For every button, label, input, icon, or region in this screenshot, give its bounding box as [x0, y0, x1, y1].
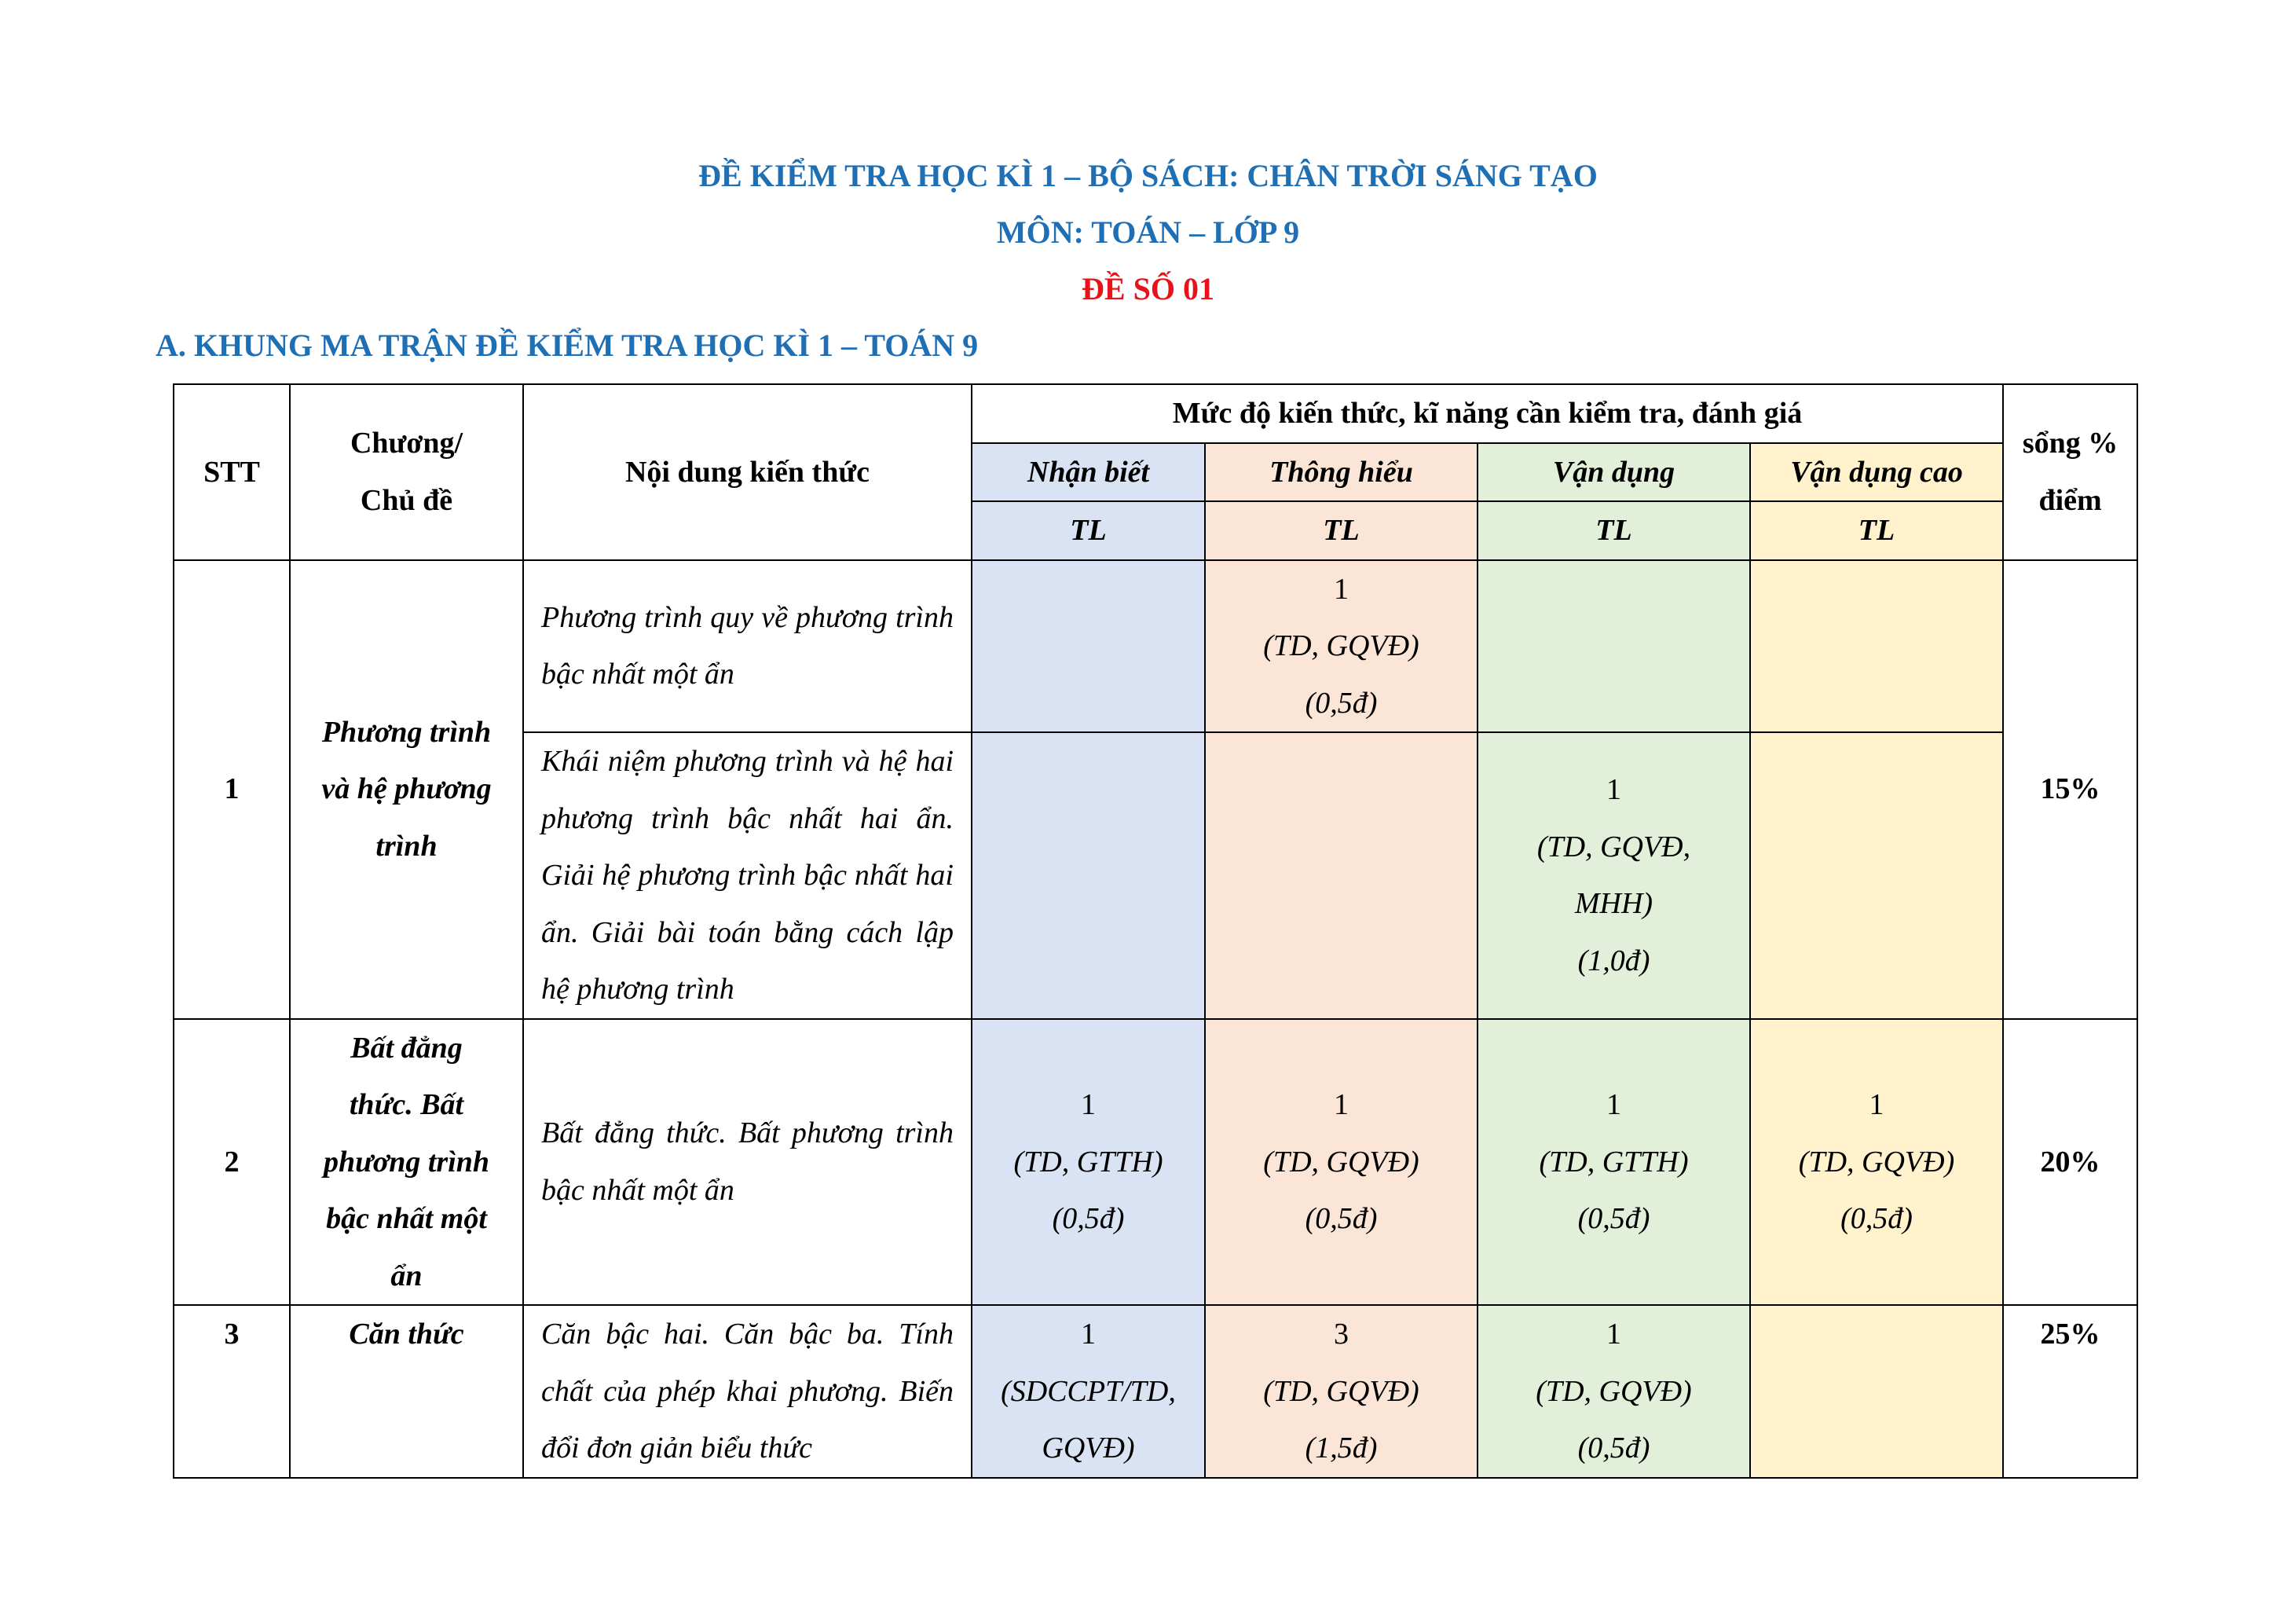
- cell-competency: (TD, GQVĐ): [1263, 1374, 1419, 1408]
- header-total: [2003, 384, 2137, 560]
- header-stt: STT: [174, 384, 290, 560]
- topic-line: phương trình: [323, 1145, 490, 1179]
- row-1b-van-dung: [1478, 732, 1750, 1019]
- row-3-stt: 3: [174, 1305, 290, 1478]
- matrix-table: [173, 383, 2138, 1479]
- row-3-van-dung-cao: [1750, 1305, 2003, 1478]
- row-1-stt: 1: [174, 560, 290, 1019]
- header-tl: TL: [1478, 501, 1750, 560]
- cell-competency: (TD, GQVĐ): [1798, 1145, 1955, 1179]
- topic-line: thức. Bất: [349, 1088, 464, 1121]
- cell-count: 1: [1606, 1088, 1621, 1121]
- cell-score: (0,5đ): [1052, 1202, 1125, 1235]
- topic-line: Phương trình: [321, 715, 492, 749]
- topic-line: Bất đẳng: [350, 1031, 463, 1065]
- header-nhan-biet: Nhận biết: [972, 443, 1205, 502]
- row-2-stt: 2: [174, 1019, 290, 1306]
- header-total-line2: điểm: [2038, 483, 2102, 517]
- header-van-dung-cao: Vận dụng cao: [1750, 443, 2003, 502]
- cell-count: 1: [1081, 1318, 1096, 1351]
- row-2-van-dung-cao: [1750, 1019, 2003, 1306]
- row-3-content: Căn bậc hai. Căn bậc ba. Tính chất của phép khai phương. Biến đổi đơn giản biểu thức: [523, 1305, 972, 1478]
- header-tl: TL: [972, 501, 1205, 560]
- cell-count: 1: [1606, 773, 1621, 807]
- header-chapter: [290, 384, 523, 560]
- row-2-topic: [290, 1019, 523, 1306]
- row-3-thong-hieu: [1205, 1305, 1478, 1478]
- row-2-van-dung: [1478, 1019, 1750, 1306]
- header-tl: TL: [1750, 501, 2003, 560]
- cell-score: (0,5đ): [1305, 1202, 1378, 1235]
- topic-line: Căn thức: [349, 1318, 464, 1351]
- row-3-topic: [290, 1305, 523, 1478]
- cell-score: (0,5đ): [1577, 1202, 1650, 1235]
- cell-score: (1,0đ): [1577, 944, 1650, 977]
- cell-count: 1: [1334, 572, 1349, 606]
- header-van-dung: Vận dụng: [1478, 443, 1750, 502]
- cell-competency: (TD, GTTH): [1013, 1145, 1163, 1179]
- row-1a-content: Phương trình quy về phương trình bậc nhất một ẩn: [523, 560, 972, 733]
- header-chapter-line1: Chương/: [350, 427, 463, 460]
- cell-competency: MHH): [1574, 887, 1653, 921]
- cell-competency: (TD, GTTH): [1539, 1145, 1689, 1179]
- cell-competency: (TD, GQVĐ,: [1536, 830, 1691, 863]
- row-1b-thong-hieu: [1205, 732, 1478, 1019]
- cell-competency: GQVĐ): [1042, 1432, 1135, 1465]
- topic-line: bậc nhất một: [326, 1202, 487, 1235]
- cell-score: (0,5đ): [1577, 1432, 1650, 1465]
- row-1-percent: 15%: [2003, 560, 2137, 1019]
- exam-number: ĐỀ SỐ 01: [1082, 271, 1214, 306]
- topic-line: trình: [375, 829, 438, 863]
- cell-count: 3: [1334, 1318, 1349, 1351]
- topic-line: ẩn: [390, 1259, 423, 1292]
- topic-line: và hệ phương: [321, 772, 492, 806]
- row-1a-van-dung: [1478, 560, 1750, 733]
- subject-line: MÔN: TOÁN – LỚP 9: [996, 214, 1300, 250]
- row-1-topic: [290, 560, 523, 1019]
- document-title: ĐỀ KIỂM TRA HỌC KÌ 1 – BỘ SÁCH: CHÂN TRỜI SÁNG TẠO: [698, 158, 1598, 193]
- row-3-nhan-biet: [972, 1305, 1205, 1478]
- row-3-van-dung: [1478, 1305, 1750, 1478]
- header-content: Nội dung kiến thức: [523, 384, 972, 560]
- cell-score: (1,5đ): [1305, 1432, 1378, 1465]
- row-1a-nhan-biet: [972, 560, 1205, 733]
- cell-score: (0,5đ): [1840, 1202, 1913, 1235]
- cell-competency: (TD, GQVĐ): [1263, 1145, 1419, 1179]
- header-chapter-line2: Chủ đề: [360, 483, 453, 517]
- row-1b-van-dung-cao: [1750, 732, 2003, 1019]
- cell-count: 1: [1334, 1088, 1349, 1121]
- row-3-percent: 25%: [2003, 1305, 2137, 1478]
- row-1b-nhan-biet: [972, 732, 1205, 1019]
- row-2-thong-hieu: [1205, 1019, 1478, 1306]
- section-title: A. KHUNG MA TRẬN ĐỀ KIỂM TRA HỌC KÌ 1 – TOÁN 9: [156, 328, 979, 363]
- header-thong-hieu: Thông hiểu: [1205, 443, 1478, 502]
- cell-count: 1: [1869, 1088, 1884, 1121]
- row-1a-thong-hieu: [1205, 560, 1478, 733]
- row-2-percent: 20%: [2003, 1019, 2137, 1306]
- header-tl: TL: [1205, 501, 1478, 560]
- row-1a-van-dung-cao: [1750, 560, 2003, 733]
- cell-competency: (TD, GQVĐ): [1263, 629, 1419, 662]
- cell-count: 1: [1081, 1088, 1096, 1121]
- cell-competency: (SDCCPT/TD,: [1001, 1374, 1176, 1408]
- row-2-nhan-biet: [972, 1019, 1205, 1306]
- cell-score: (0,5đ): [1305, 686, 1378, 720]
- header-total-line1: sổng %: [2022, 427, 2118, 460]
- cell-count: 1: [1606, 1318, 1621, 1351]
- cell-competency: (TD, GQVĐ): [1536, 1374, 1692, 1408]
- row-2-content: Bất đẳng thức. Bất phương trình bậc nhất một ẩn: [523, 1019, 972, 1306]
- header-levels: Mức độ kiến thức, kĩ năng cần kiểm tra, đánh giá: [972, 384, 2003, 443]
- row-1b-content: Khái niệm phương trình và hệ hai phương trình bậc nhất hai ẩn. Giải hệ phương trình bậc nhất hai ẩn. Giải bài toán bằng cách lập hệ phương trình: [523, 732, 972, 1019]
